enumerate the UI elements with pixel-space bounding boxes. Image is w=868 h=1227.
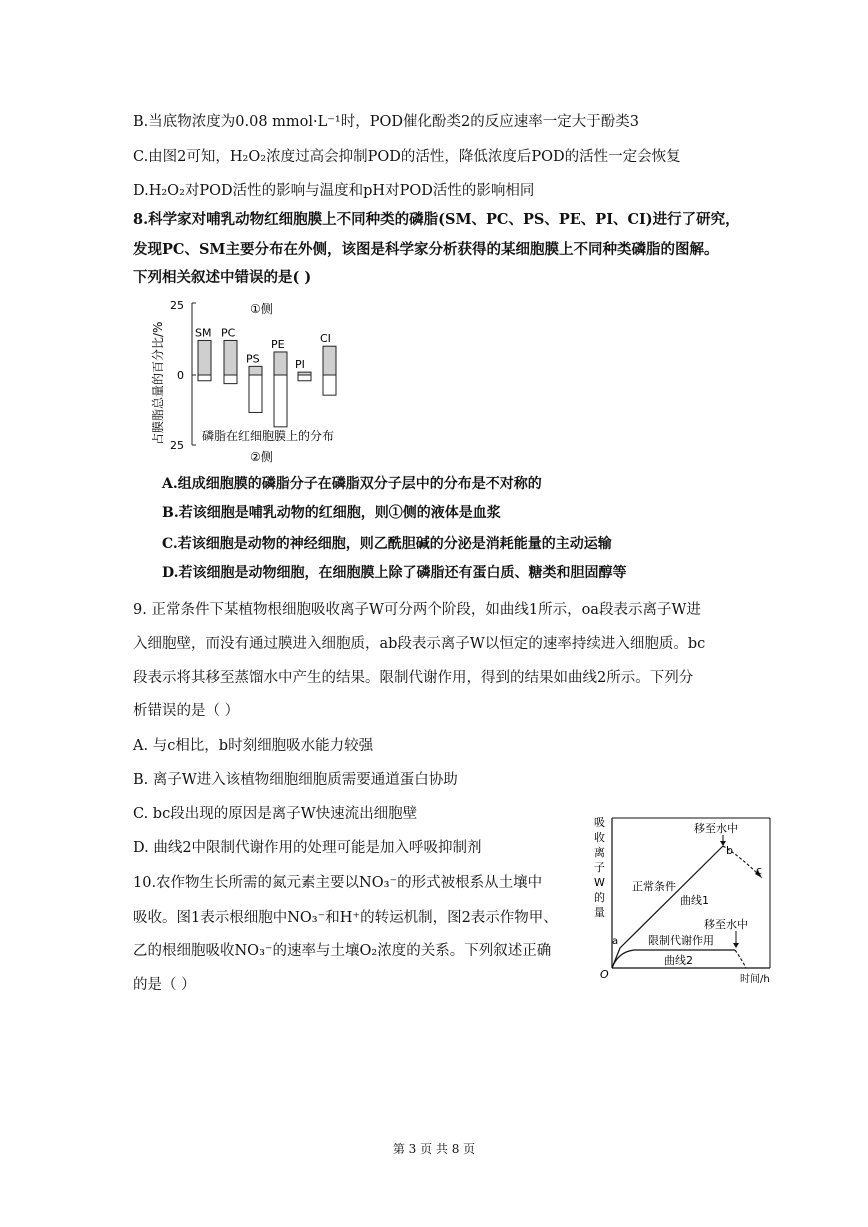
q9-stem-line3: 段表示将其移至蒸馏水中产生的结果。限制代谢作用，得到的结果如曲线2所示。下列分 <box>133 670 694 686</box>
q8-stem-line1: 8.科学家对哺乳动物红细胞膜上不同种类的磷脂(SM、PC、PS、PE、PI、CI)进行了研究， <box>133 211 740 228</box>
fig8-bar-pe-side2 <box>274 375 287 427</box>
fig8-bar-label-pc: PC <box>221 326 236 340</box>
fig8-bar-ps-side1 <box>249 366 262 375</box>
q10-stem-line3: 乙的根细胞吸收NO₃⁻的速率与土壤O₂浓度的关系。下列叙述正确 <box>133 943 552 959</box>
fig9-point-a: a <box>612 936 619 947</box>
q7-option-c: C.由图2可知，H₂O₂浓度过高会抑制POD的活性，降低浓度后POD的活性一定会恢复 <box>133 149 681 165</box>
q8-stem-line3: 下列相关叙述中错误的是( ) <box>133 269 312 286</box>
fig8-bar-label-ps: PS <box>246 352 260 366</box>
fig8-bar-label-pi: PI <box>295 358 305 372</box>
fig9-point-b: b <box>726 844 733 857</box>
ion-absorption-figure <box>590 812 782 988</box>
fig8-bar-pi-side2 <box>298 375 311 381</box>
q10-stem-line4: 的是（ ） <box>133 977 196 993</box>
fig8-bar-sm-side1 <box>198 340 211 375</box>
fig9-ylabel-char: 离 <box>594 846 605 859</box>
fig8-bar-ps-side2 <box>249 375 262 412</box>
fig8-bar-sm-side2 <box>198 375 211 381</box>
fig8-bar-label-ci: CI <box>320 332 331 346</box>
fig8-bar-label-sm: SM <box>195 326 212 340</box>
fig8-bar-label-pe: PE <box>271 337 285 351</box>
fig8-bar-pc-side2 <box>224 375 237 384</box>
fig9-ylabel <box>594 816 605 919</box>
q7-option-d: D.H₂O₂对POD活性的影响与温度和pH对POD活性的影响相同 <box>133 183 535 199</box>
fig9-ylabel-char: 吸 <box>594 816 605 829</box>
fig9-ylabel-char: W <box>594 876 605 889</box>
page-footer: 第 3 页 共 8 页 <box>392 1142 476 1156</box>
fig9-ylabel-char: 的 <box>594 891 605 904</box>
q8-option-c: C.若该细胞是动物的神经细胞，则乙酰胆碱的分泌是消耗能量的主动运输 <box>162 536 612 552</box>
q8-option-b: B.若该细胞是哺乳动物的红细胞，则①侧的液体是血浆 <box>162 505 501 521</box>
fig9-limit-label: 限制代谢作用 <box>648 934 714 947</box>
q9-option-d: D. 曲线2中限制代谢作用的处理可能是加入呼吸抑制剂 <box>133 840 482 856</box>
fig8-ylabel: 占膜脂总量的百分比/% <box>151 321 165 445</box>
q10-stem-line1: 10.农作物生长所需的氮元素主要以NO₃⁻的形式被根系从土壤中 <box>133 875 543 891</box>
fig9-curve2-label: 曲线2 <box>664 954 693 967</box>
q9-option-a: A. 与c相比，b时刻细胞吸水能力较强 <box>133 738 374 754</box>
q9-stem-line4: 析错误的是（ ） <box>133 703 240 719</box>
q8-option-a: A.组成细胞膜的磷脂分子在磷脂双分子层中的分布是不对称的 <box>162 476 542 492</box>
q9-stem-line1: 9. 正常条件下某植物根细胞吸收离子W可分两个阶段，如曲线1所示，oa段表示离子W进 <box>133 602 701 618</box>
fig9-normal-label: 正常条件 <box>632 880 676 893</box>
fig8-bar-pc-side1 <box>224 340 237 375</box>
fig8-side2-label: ②侧 <box>250 450 273 464</box>
fig8-bottom-tick: 25 <box>170 439 184 452</box>
fig8-side1-label: ①侧 <box>250 302 273 316</box>
fig8-top-tick: 25 <box>170 299 184 312</box>
q10-stem-line2: 吸收。图1表示根细胞中NO₃⁻和H⁺的转运机制，图2表示作物甲、 <box>133 910 558 926</box>
q9-stem-line2: 入细胞壁，而没有通过膜进入细胞质，ab段表示离子W以恒定的速率持续进入细胞质。bc <box>133 636 706 652</box>
fig8-caption: 磷脂在红细胞膜上的分布 <box>202 429 335 443</box>
fig8-bar-ci-side2 <box>323 375 336 395</box>
q7-option-b: B.当底物浓度为0.08 mmol·L⁻¹时，POD催化酚类2的反应速率一定大于酚类3 <box>133 114 639 130</box>
fig8-zero-tick: 0 <box>177 369 184 382</box>
fig9-point-c: c <box>756 864 763 877</box>
phospholipid-distribution-figure <box>150 295 380 470</box>
q8-stem-line2: 发现PC、SM主要分布在外侧，该图是科学家分析获得的某细胞膜上不同种类磷脂的图解。 <box>133 241 719 258</box>
fig9-ylabel-char: 量 <box>594 906 605 919</box>
fig8-bar-pe-side1 <box>274 352 287 375</box>
fig9-origin: O <box>600 968 609 981</box>
q9-option-c: C. bc段出现的原因是离子W快速流出细胞壁 <box>133 806 418 822</box>
q9-option-b: B. 离子W进入该植物细胞细胞质需要通道蛋白协助 <box>133 772 458 788</box>
fig8-bar-ci-side1 <box>323 346 336 375</box>
fig9-ylabel-char: 子 <box>594 861 605 874</box>
fig9-curve1-label: 曲线1 <box>680 894 709 907</box>
q8-option-d: D.若该细胞是动物细胞，在细胞膜上除了磷脂还有蛋白质、糖类和胆固醇等 <box>162 565 627 581</box>
fig9-xlabel: 时间/h <box>740 974 770 985</box>
fig9-move-label-2: 移至水中 <box>704 918 748 931</box>
fig9-move-label-1: 移至水中 <box>694 822 738 835</box>
fig9-ylabel-char: 收 <box>594 831 605 844</box>
